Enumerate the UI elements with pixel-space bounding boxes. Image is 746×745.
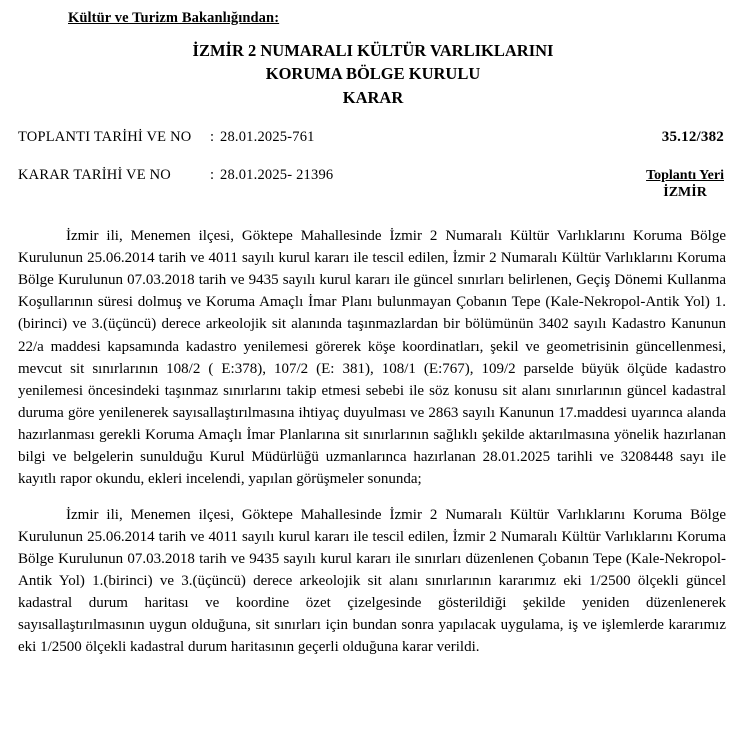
decision-date-separator: :: [210, 166, 215, 183]
paragraph-2: İzmir ili, Menemen ilçesi, Göktepe Mahallesinde İzmir 2 Numaralı Kültür Varlıklarını Koruma Bölge Kurulunun 25.06.2014 tarih ve 4011 sayılı kurul kararı ile tescil edilen, İzmir 2 Numaralı Kültür Varlıklarını Koruma Bölge Kurulunun 07.03.2018 tarih ve 9435 sayılı kurul kararı ile sınırları düzenlenen Çobanın Tepe (Kale-Nekropol-Antik Yol) 1.(birinci) ve 3.(üçüncü) derece arkeolojik sit alanı sınırlarının kararımız eki 1/2500 ölçekli güncel kadastral durum haritası ve koordine özet çizelgesinde gösterildiği şekilde yeniden düzenlenerek sayısallaştırılmasının uygun olduğuna, sit sınırları için bundan sonra yapılacak uygulama, iş ve işlemlerde kararımız eki 1/2500 ölçekli kadastral durum haritasının geçerli olduğuna karar verildi.: [18, 506, 726, 656]
title-line-2: KORUMA BÖLGE KURULU: [265, 64, 481, 84]
paragraph-1: İzmir ili, Menemen ilçesi, Göktepe Mahallesinde İzmir 2 Numaralı Kültür Varlıklarını Koruma Bölge Kurulunun 25.06.2014 tarih ve 4011 sayılı kurul kararı ile tescil edilen, İzmir 2 Numaralı Kültür Varlıklarını Koruma Bölge Kurulunun 07.03.2018 tarih ve 9435 sayılı kurul kararı ile güncel sınırları belirlenen, Geçiş Dönemi Kullanma Koşullarının süresi dolmuş ve Koruma Amaçlı İmar Planı bulunmayan Çobanın Tepe (Kale-Nekropol-Antik Yol) 1.(birinci) ve 3.(üçüncü) derece arkeolojik sit alanında taşınmazlardan bir bölümünün 3402 sayılı Kadastro Kanunun 22/a maddesi kapsamında kadastro yenilemesi görerek köşe koordinatları, şekil ve geometrisinin güncellenmesi, mevcut sit sınırlarının 108/2 ( E:378), 107/2 (E: 381), 108/1 (E:767), 109/2 parselde büyük ölçüde kadastro yenilemesi öncesindeki taşınmaz sınırlarını takip etmesi sebebi ile söz konusu sit alanı sınırlarının güncel kadastral duruma göre yenilenerek sayısallaştırılmasına ihtiyaç duyulması ve 2863 sayılı Kanunun 17.maddesi uyarınca alanda hazırlanması gerekli Koruma Amaçlı İmar Planlarına sit sınırlarının sağlıklı şekilde aktarılmasına yönelik hazırlanan bilgi ve belgelerin sunulduğu Kurul Müdürlüğü uzmanlarınca hazırlanan 28.01.2025 tarihli ve 3208448 sayı ile kayıtlı rapor okundu, ekleri incelendi, yapılan görüşmeler sonunda;: [18, 228, 726, 487]
decision-date-label: KARAR TARİHİ VE NO: [18, 166, 171, 183]
decision-date-row: [18, 167, 333, 184]
title-line-1: İZMİR 2 NUMARALI KÜLTÜR VARLIKLARINI: [192, 41, 554, 60]
meeting-place-label: Toplantı Yeri: [646, 168, 724, 184]
decision-date-value: 28.01.2025- 21396: [220, 166, 334, 183]
document-page: [0, 10, 746, 745]
document-title: [0, 39, 746, 109]
document-body: [0, 225, 746, 658]
document-meta: [0, 129, 746, 209]
meeting-date-separator: :: [210, 129, 215, 146]
decision-number: 35.12/382: [661, 129, 724, 146]
meeting-date-row: [18, 129, 333, 146]
title-line-3: KARAR: [342, 87, 404, 107]
meta-left-column: [18, 129, 333, 204]
meta-right-column: [646, 129, 724, 201]
meeting-place-value: İZMİR: [663, 185, 707, 201]
ministry-heading: Kültür ve Turizm Bakanlığından:: [68, 10, 280, 26]
meeting-date-label: TOPLANTI TARİHİ VE NO: [18, 129, 192, 146]
meeting-date-value: 28.01.2025-761: [220, 129, 315, 146]
